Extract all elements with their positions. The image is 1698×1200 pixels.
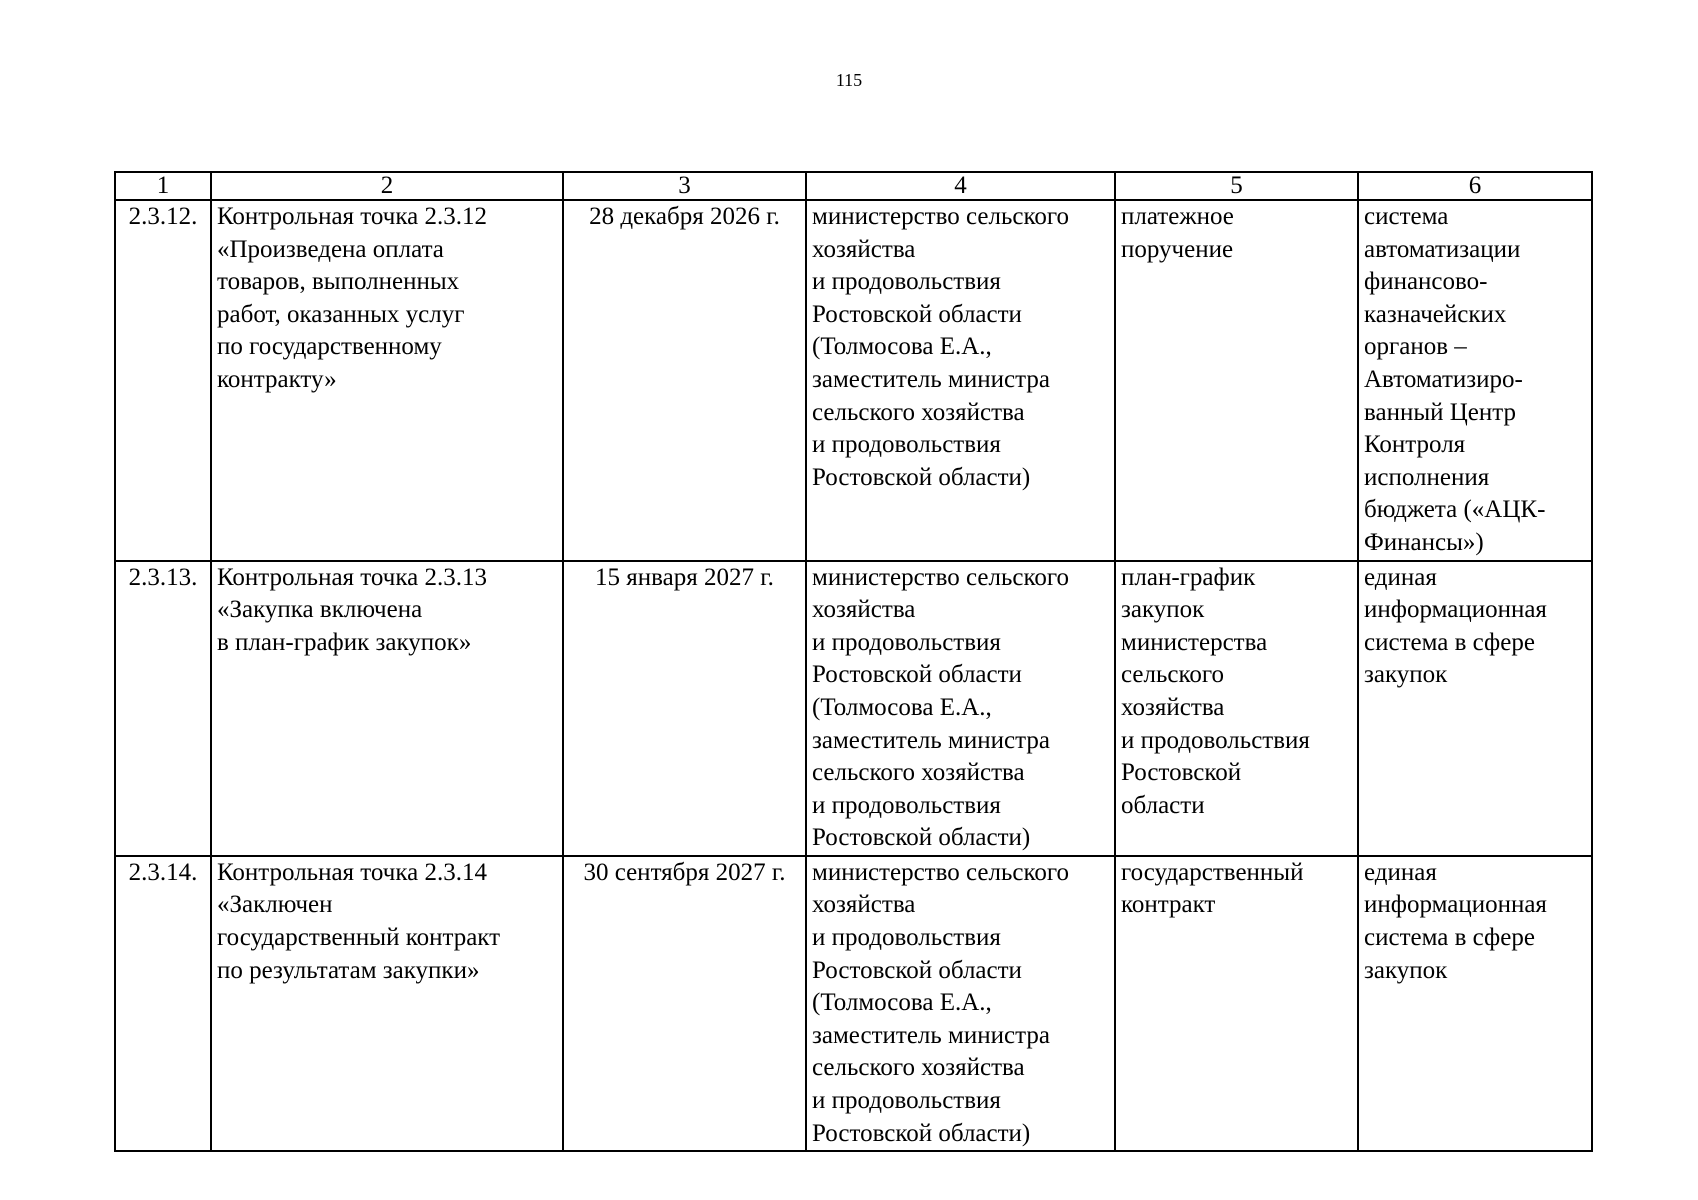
column-header-6: 6	[1358, 172, 1592, 200]
control-point-name-cell: Контрольная точка 2.3.12 «Произведена оплата товаров, выполненных работ, оказанных услуг по государственному контракту»	[211, 200, 563, 561]
table-body	[115, 200, 1592, 1151]
document-type-cell: план-график закупок министерства сельского хозяйства и продовольствия Ростовской области	[1115, 561, 1358, 856]
responsible-cell: министерство сельского хозяйства и продовольствия Ростовской области (Толмосова Е.А., заместитель министра сельского хозяйства и продовольствия Ростовской области)	[806, 200, 1115, 561]
responsible-cell: министерство сельского хозяйства и продовольствия Ростовской области (Толмосова Е.А., заместитель министра сельского хозяйства и продовольствия Ростовской области)	[806, 561, 1115, 856]
information-system-cell: система автоматизации финансово- казначейских органов – Автоматизиро- ванный Центр Контроля исполнения бюджета («АЦК- Финансы»)	[1358, 200, 1592, 561]
column-header-4: 4	[806, 172, 1115, 200]
row-number-cell: 2.3.12.	[115, 200, 211, 561]
table-header-row	[115, 172, 1592, 200]
due-date-cell: 28 декабря 2026 г.	[563, 200, 806, 561]
row-number-cell: 2.3.13.	[115, 561, 211, 856]
control-point-name-cell: Контрольная точка 2.3.13 «Закупка включена в план-график закупок»	[211, 561, 563, 856]
table-row	[115, 200, 1592, 561]
information-system-cell: единая информационная система в сфере закупок	[1358, 561, 1592, 856]
column-header-2: 2	[211, 172, 563, 200]
table-row	[115, 856, 1592, 1151]
responsible-cell: министерство сельского хозяйства и продовольствия Ростовской области (Толмосова Е.А., заместитель министра сельского хозяйства и продовольствия Ростовской области)	[806, 856, 1115, 1151]
document-type-cell: государственный контракт	[1115, 856, 1358, 1151]
column-header-5: 5	[1115, 172, 1358, 200]
page-number: 115	[835, 70, 863, 90]
column-header-3: 3	[563, 172, 806, 200]
due-date-cell: 15 января 2027 г.	[563, 561, 806, 856]
information-system-cell: единая информационная система в сфере закупок	[1358, 856, 1592, 1151]
row-number-cell: 2.3.14.	[115, 856, 211, 1151]
control-points-table	[114, 171, 1593, 1152]
table-header	[115, 172, 1592, 200]
due-date-cell: 30 сентября 2027 г.	[563, 856, 806, 1151]
control-point-name-cell: Контрольная точка 2.3.14 «Заключен государственный контракт по результатам закупки»	[211, 856, 563, 1151]
column-header-1: 1	[115, 172, 211, 200]
document-type-cell: платежное поручение	[1115, 200, 1358, 561]
table-row	[115, 561, 1592, 856]
